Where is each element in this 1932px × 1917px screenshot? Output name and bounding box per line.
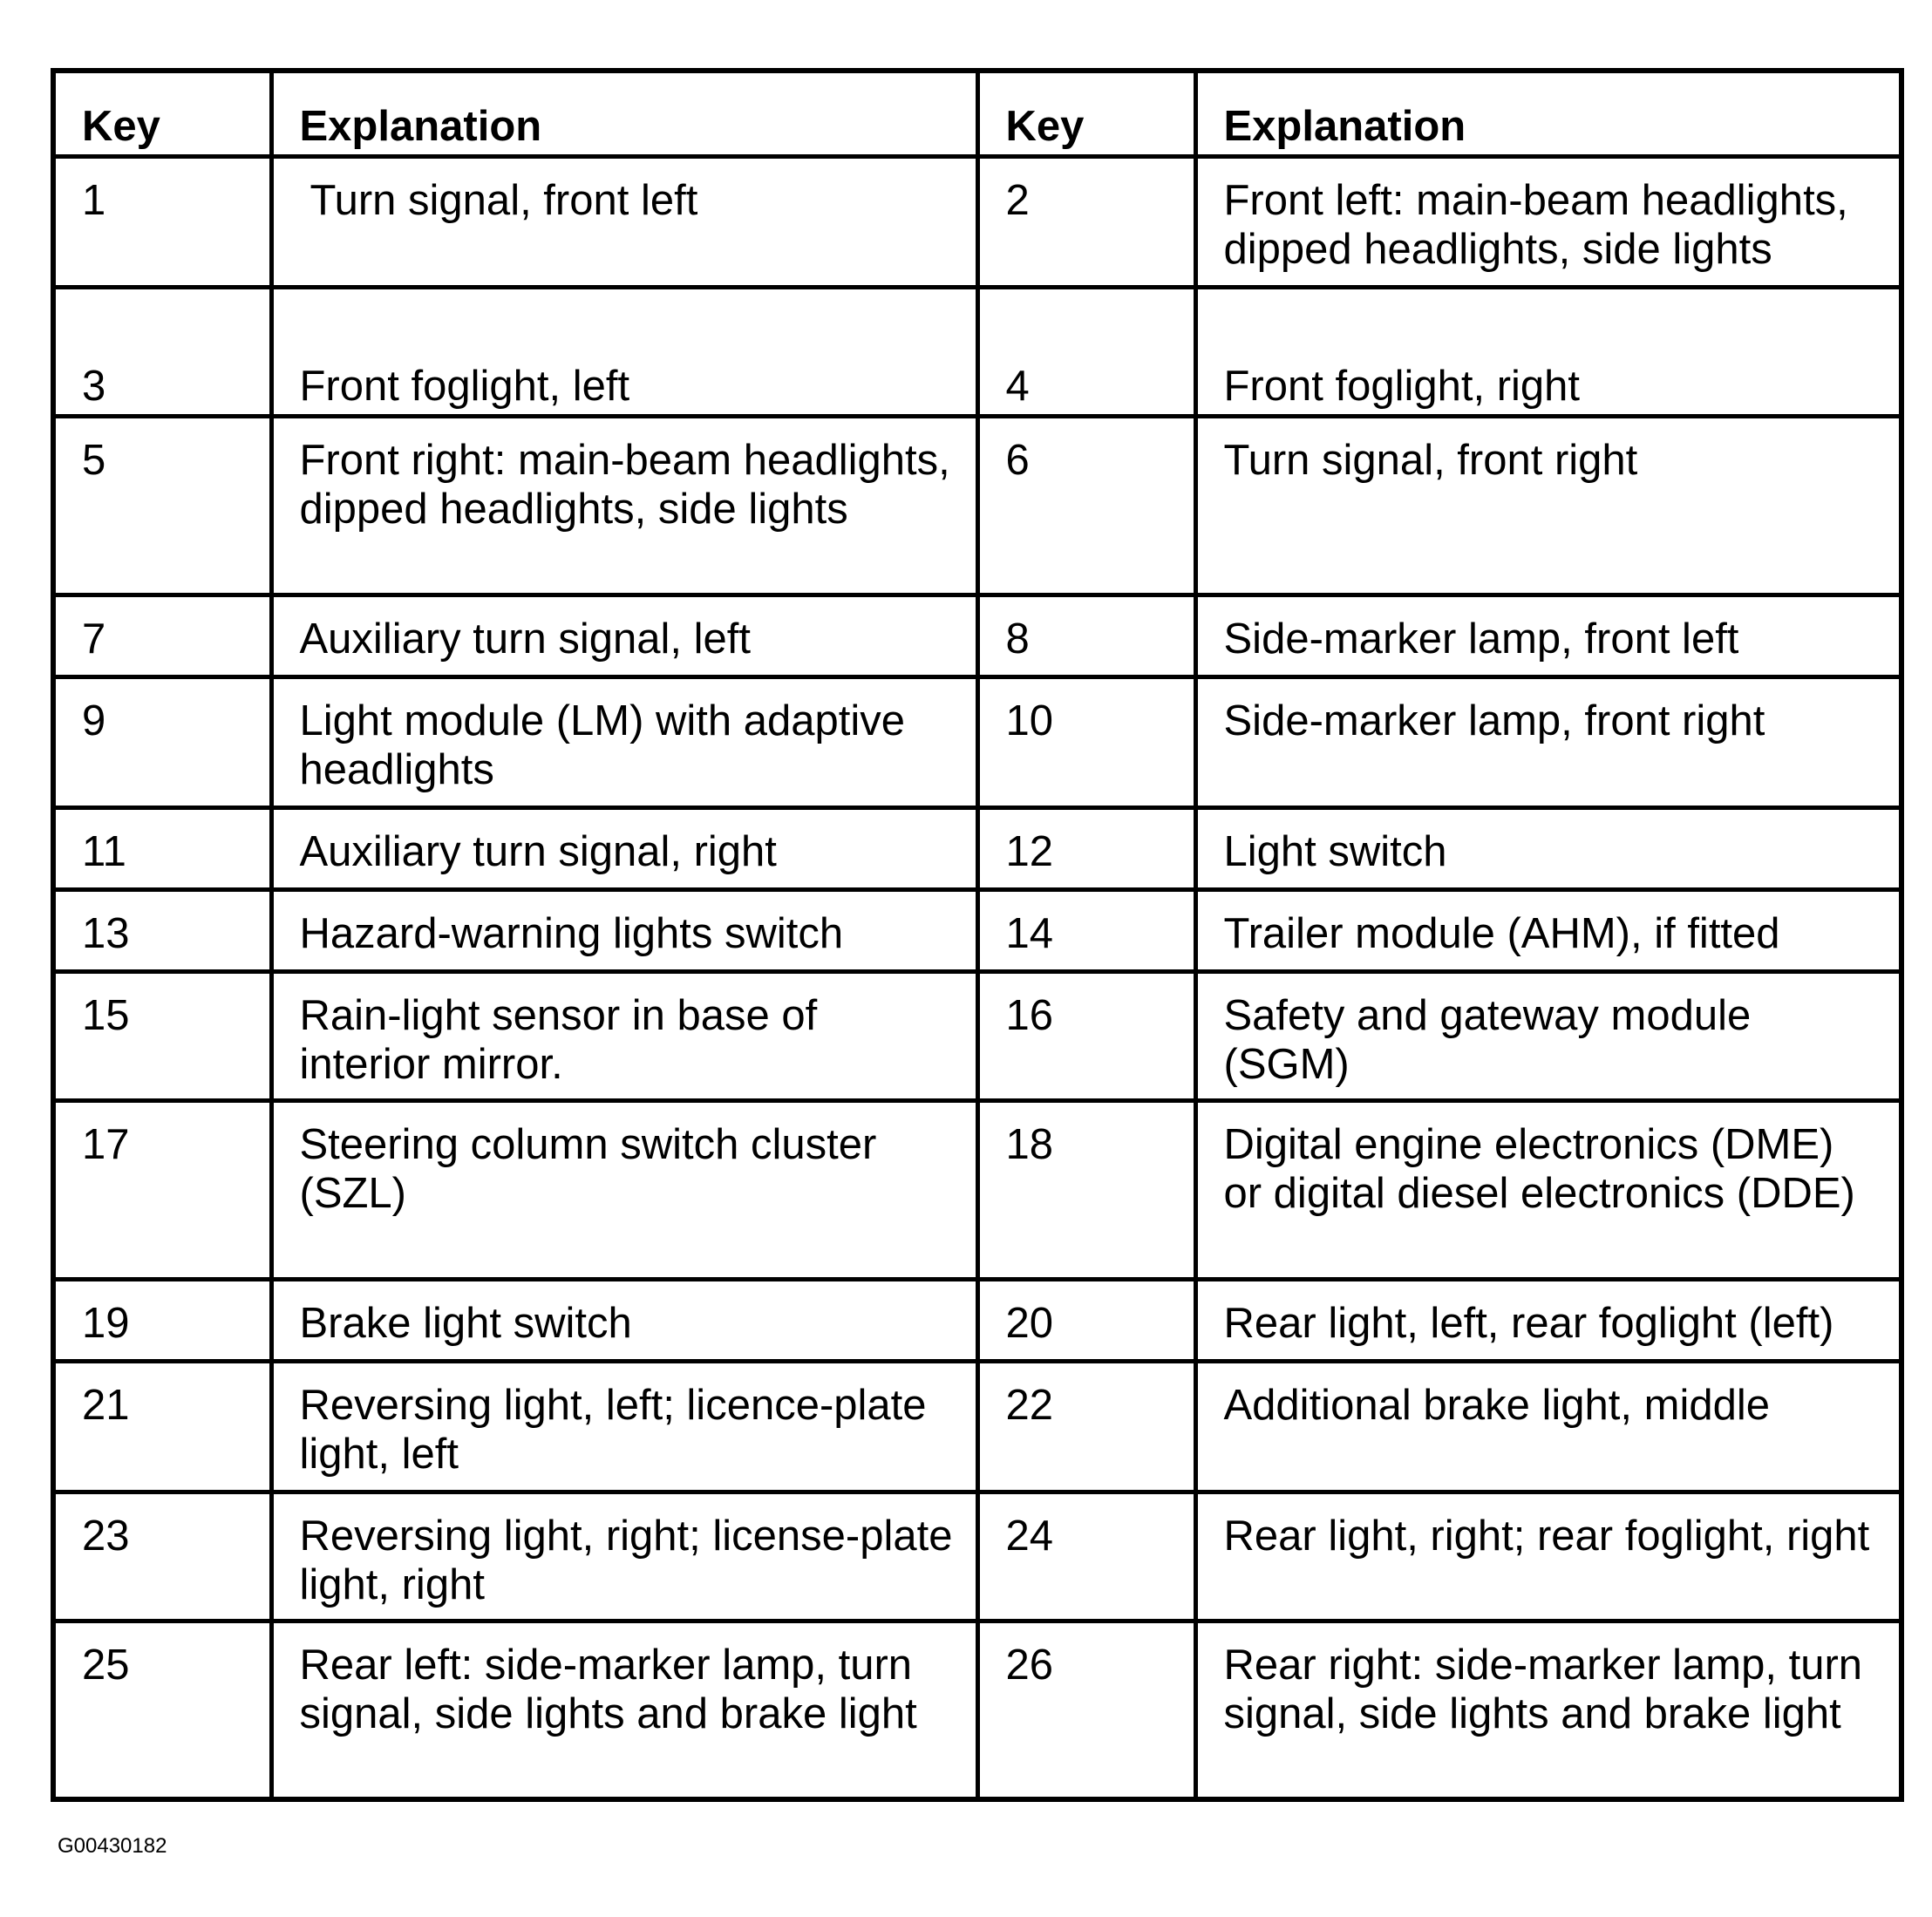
table-row	[53, 971, 1901, 1100]
explanation-cell: Front right: main-beam headlights, dipped headlights, side lights	[271, 416, 977, 595]
table-row	[53, 1621, 1901, 1799]
explanation-cell: Auxiliary turn signal, right	[271, 807, 977, 889]
explanation-cell: Brake light switch	[271, 1279, 977, 1361]
key-cell: 18	[977, 1100, 1195, 1279]
key-cell: 13	[53, 889, 271, 971]
key-cell: 24	[977, 1492, 1195, 1621]
explanation-cell: Front foglight, right	[1195, 287, 1901, 416]
key-cell: 19	[53, 1279, 271, 1361]
table-row	[53, 1100, 1901, 1279]
header-row	[53, 71, 1901, 156]
key-cell: 17	[53, 1100, 271, 1279]
explanation-cell: Additional brake light, middle	[1195, 1361, 1901, 1492]
figure-id: G00430182	[58, 1834, 167, 1858]
explanation-cell: Front left: main-beam headlights, dipped headlights, side lights	[1195, 156, 1901, 287]
key-cell: 8	[977, 595, 1195, 676]
explanation-cell: Light module (LM) with adaptive headlights	[271, 676, 977, 807]
table-row	[53, 287, 1901, 416]
key-cell: 3	[53, 287, 271, 416]
explanation-cell: Front foglight, left	[271, 287, 977, 416]
table-row	[53, 156, 1901, 287]
key-cell: 2	[977, 156, 1195, 287]
explanation-cell: Turn signal, front left	[271, 156, 977, 287]
key-cell: 4	[977, 287, 1195, 416]
key-cell: 26	[977, 1621, 1195, 1799]
header-key-left: Key	[53, 71, 271, 156]
header-key-right: Key	[977, 71, 1195, 156]
explanation-cell: Digital engine electronics (DME) or digital diesel electronics (DDE)	[1195, 1100, 1901, 1279]
explanation-cell: Steering column switch cluster (SZL)	[271, 1100, 977, 1279]
key-cell: 10	[977, 676, 1195, 807]
explanation-cell: Light switch	[1195, 807, 1901, 889]
explanation-cell: Side-marker lamp, front left	[1195, 595, 1901, 676]
key-cell: 23	[53, 1492, 271, 1621]
explanation-cell: Hazard-warning lights switch	[271, 889, 977, 971]
table-row	[53, 807, 1901, 889]
explanation-cell: Rain-light sensor in base of interior mirror.	[271, 971, 977, 1100]
explanation-cell: Turn signal, front right	[1195, 416, 1901, 595]
key-cell: 25	[53, 1621, 271, 1799]
key-cell: 16	[977, 971, 1195, 1100]
table-row	[53, 595, 1901, 676]
explanation-cell: Rear light, left, rear foglight (left)	[1195, 1279, 1901, 1361]
explanation-cell: Auxiliary turn signal, left	[271, 595, 977, 676]
header-explanation-right: Explanation	[1195, 71, 1901, 156]
explanation-cell: Rear light, right; rear foglight, right	[1195, 1492, 1901, 1621]
legend-table	[51, 68, 1904, 1802]
key-cell: 7	[53, 595, 271, 676]
explanation-cell: Reversing light, right; license-plate light, right	[271, 1492, 977, 1621]
key-cell: 20	[977, 1279, 1195, 1361]
key-cell: 1	[53, 156, 271, 287]
key-cell: 9	[53, 676, 271, 807]
header-explanation-left: Explanation	[271, 71, 977, 156]
table-row	[53, 889, 1901, 971]
explanation-cell: Rear right: side-marker lamp, turn signal, side lights and brake light	[1195, 1621, 1901, 1799]
key-cell: 21	[53, 1361, 271, 1492]
explanation-cell: Trailer module (AHM), if fitted	[1195, 889, 1901, 971]
key-cell: 15	[53, 971, 271, 1100]
table-row	[53, 1492, 1901, 1621]
table-row	[53, 416, 1901, 595]
explanation-cell: Rear left: side-marker lamp, turn signal, side lights and brake light	[271, 1621, 977, 1799]
key-cell: 22	[977, 1361, 1195, 1492]
explanation-cell: Reversing light, left; licence-plate light, left	[271, 1361, 977, 1492]
key-cell: 5	[53, 416, 271, 595]
key-cell: 6	[977, 416, 1195, 595]
table-row	[53, 1361, 1901, 1492]
key-cell: 11	[53, 807, 271, 889]
key-cell: 14	[977, 889, 1195, 971]
explanation-cell: Safety and gateway module (SGM)	[1195, 971, 1901, 1100]
key-cell: 12	[977, 807, 1195, 889]
table-row	[53, 1279, 1901, 1361]
explanation-cell: Side-marker lamp, front right	[1195, 676, 1901, 807]
table-row	[53, 676, 1901, 807]
